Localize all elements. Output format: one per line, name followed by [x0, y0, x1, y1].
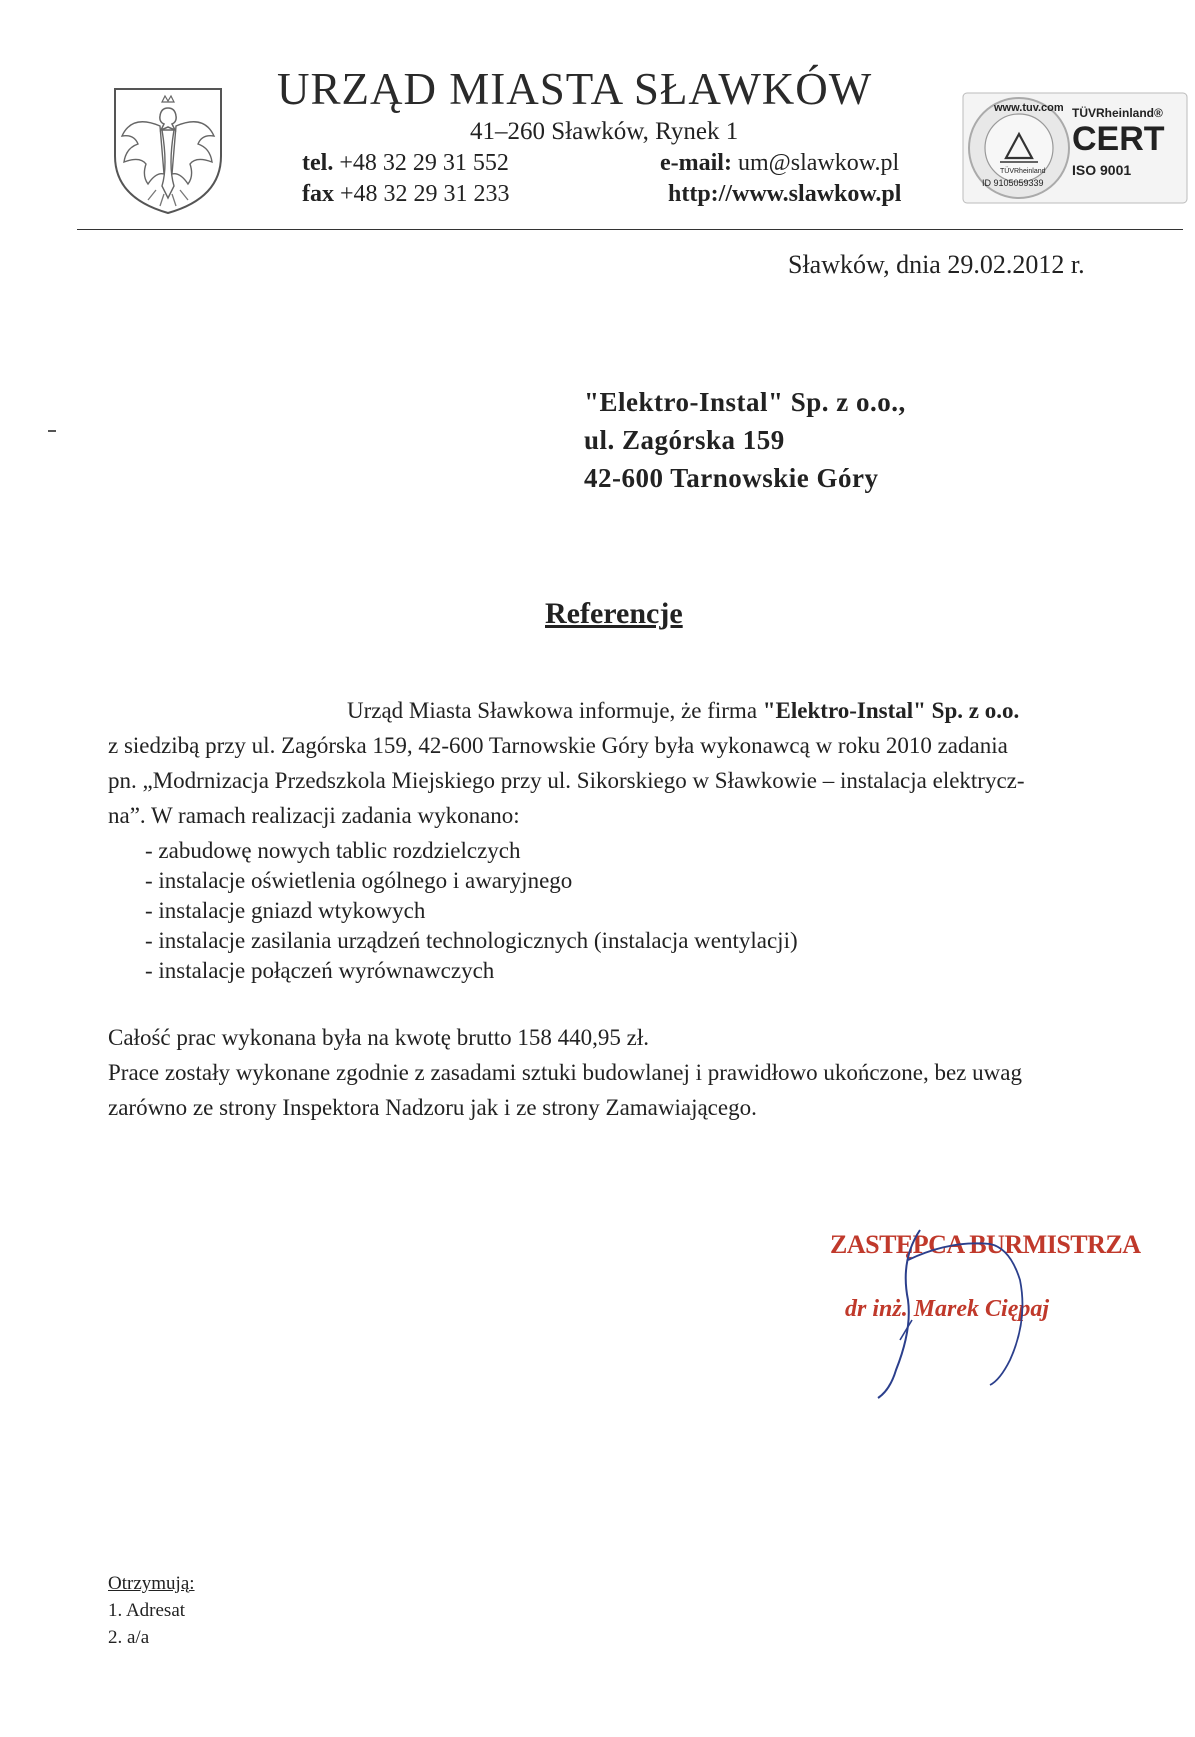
paragraph-1-line-2: z siedzibą przy ul. Zagórska 159, 42-600 Tarnowskie Góry była wykonawcą w roku 2010 zadania [108, 733, 1008, 758]
tuv-cert-badge [962, 92, 1188, 204]
paragraph-1-line-4: na”. W ramach realizacji zadania wykonano: [108, 803, 520, 828]
recipient-address [584, 383, 906, 497]
fax-line [302, 181, 510, 208]
list-item: - instalacje gniazd wtykowych [145, 898, 426, 923]
coat-of-arms-eagle-icon [112, 86, 224, 216]
paragraph-2: Całość prac wykonana była na kwotę brutto 158 440,95 zł. [108, 1025, 650, 1050]
tuv-cert: CERT [1072, 120, 1165, 158]
distribution-item: 2. a/a [108, 1627, 150, 1648]
handwritten-signature-icon [860, 1220, 1100, 1410]
recipient-line-1: "Elektro-Instal" Sp. z o.o., [584, 387, 906, 417]
list-item: - zabudowę nowych tablic rozdzielczych [145, 838, 521, 863]
recipient-line-2: ul. Zagórska 159 [584, 425, 785, 455]
email-label: e-mail: [660, 150, 732, 176]
paragraph-1-line-3: pn. „Modrnizacja Przedszkola Miejskiego przy ul. Sikorskiego w Sławkowie – instalacja elektrycz- [108, 768, 1025, 793]
website-url: http://www.slawkow.pl [668, 181, 902, 207]
tuv-ring-id: ID 9105059339 [982, 178, 1044, 188]
website-line [668, 181, 901, 208]
document-date: Sławków, dnia 29.02.2012 r. [788, 250, 1085, 279]
distribution-item: 1. Adresat [108, 1600, 186, 1621]
letter-heading: Referencje [545, 597, 683, 630]
header-divider [77, 229, 1183, 230]
email-line [660, 150, 899, 177]
email-address: um@slawkow.pl [737, 150, 900, 176]
list-item: - instalacje połączeń wyrównawczych [145, 958, 495, 983]
tuv-inner-brand: TÜVRheinland [1000, 168, 1046, 175]
paragraph-3-line-2: zarówno ze strony Inspektora Nadzoru jak i ze strony Zamawiającego. [108, 1095, 757, 1120]
fax-label: fax [302, 181, 334, 207]
scan-mark [48, 430, 56, 432]
phone-line [302, 150, 509, 177]
intro-text: Urząd Miasta Sławkowa informuje, że firma [347, 698, 763, 723]
office-title: URZĄD MIASTA SŁAWKÓW [277, 64, 873, 114]
fax-number: +48 32 29 31 233 [340, 181, 510, 207]
office-address: 41–260 Sławków, Rynek 1 [470, 118, 739, 145]
phone-label: tel. [302, 150, 334, 176]
tuv-brand: TÜVRheinland® [1072, 106, 1163, 120]
distribution-label: Otrzymują: [108, 1573, 195, 1594]
stamp-name: dr inż. Marek Ciępaj [845, 1296, 1050, 1322]
list-item: - instalacje zasilania urządzeń technologicznych (instalacja wentylacji) [145, 928, 798, 953]
company-name-bold: "Elektro-Instal" Sp. z o.o. [762, 698, 1020, 723]
distribution-list [108, 1570, 195, 1651]
list-item: - instalacje oświetlenia ogólnego i awaryjnego [145, 868, 573, 893]
tuv-ring-url: www.tuv.com [994, 102, 1064, 114]
paragraph-1-line-1 [347, 698, 1019, 724]
tuv-iso: ISO 9001 [1072, 162, 1132, 178]
stamp-title: ZASTĘPCA BURMISTRZA [830, 1230, 1141, 1259]
paragraph-3-line-1: Prace zostały wykonane zgodnie z zasadami sztuki budowlanej i prawidłowo ukończone, bez uwag [108, 1060, 1022, 1085]
recipient-line-3: 42-600 Tarnowskie Góry [584, 463, 879, 493]
phone-number: +48 32 29 31 552 [339, 150, 509, 176]
